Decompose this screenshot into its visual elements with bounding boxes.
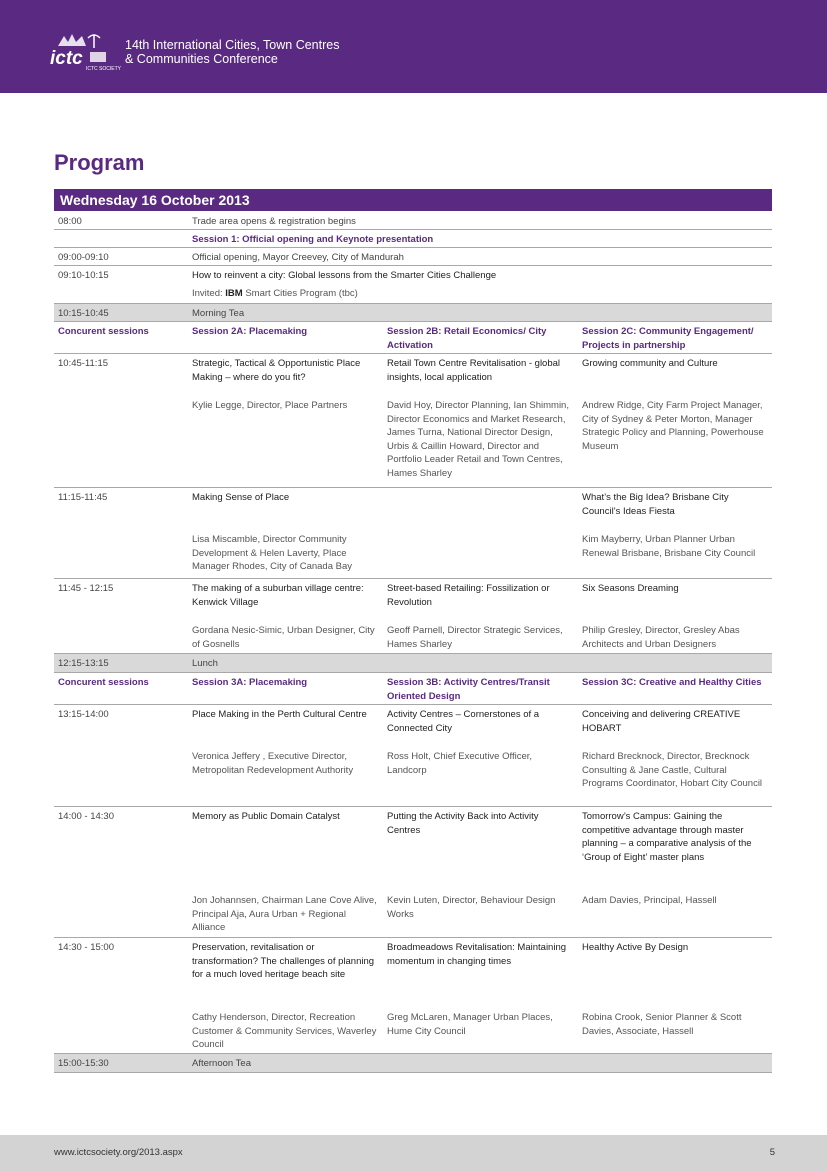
program-table [54, 212, 772, 1073]
table-row [54, 248, 772, 266]
presentation-title: Putting the Activity Back into Activity Centres [387, 811, 539, 836]
presentation-title: Broadmeadows Revitalisation: Maintaining momentum in changing times [387, 942, 567, 967]
session-heading: Session 3A: Placemaking [192, 677, 308, 688]
presentation-title: Strategic, Tactical & Opportunistic Place Making – where do you fit? [192, 358, 361, 383]
time-cell: 13:15-14:00 [58, 709, 109, 720]
table-row [54, 488, 772, 579]
table-row-break [54, 1054, 772, 1073]
page-number: 5 [769, 1147, 775, 1158]
speaker-text: Ross Holt, Chief Executive Officer, Landcorp [387, 751, 533, 776]
break-label: Afternoon Tea [192, 1058, 251, 1069]
table-row [54, 579, 772, 654]
concurrent-sessions-header [54, 322, 772, 354]
speaker-text: David Hoy, Director Planning, Ian Shimmin, Director Economics and Market Research, James Turna, National Director Design, Urbis & Caillin Howard, Director and Portfolio Leader Retail and Town Centres, Hames Sharley [387, 400, 569, 479]
presentation-title: How to reinvent a city: Global lessons from the Smarter Cities Challenge [192, 270, 497, 281]
presentation-title: Six Seasons Dreaming [582, 583, 679, 594]
time-cell: 15:00-15:30 [58, 1058, 109, 1069]
concurrent-label: Concurent sessions [58, 677, 149, 688]
table-row [54, 354, 772, 488]
time-cell: 10:45-11:15 [58, 358, 109, 369]
table-row [54, 705, 772, 807]
time-cell: 11:15-11:45 [58, 492, 108, 503]
table-row [54, 212, 772, 230]
day-heading: Wednesday 16 October 2013 [54, 189, 772, 211]
speaker-text: Geoff Parnell, Director Strategic Services, Hames Sharley [387, 625, 563, 650]
speaker-text: Cathy Henderson, Director, Recreation Customer & Community Services, Waverley Council [192, 1012, 377, 1050]
speaker-text: Andrew Ridge, City Farm Project Manager, City of Sydney & Peter Morton, Manager Strategic Policy and Planning, Powerhouse Museum [582, 400, 764, 452]
concurrent-label: Concurent sessions [58, 326, 149, 337]
session-heading: Session 2B: Retail Economics/ City Activation [387, 326, 547, 351]
table-row [54, 807, 772, 938]
presentation-title: What’s the Big Idea? Brisbane City Council’s Ideas Fiesta [582, 492, 729, 517]
speaker-text: Greg McLaren, Manager Urban Places, Hume City Council [387, 1012, 553, 1037]
speaker-text: Veronica Jeffery , Executive Director, Metropolitan Redevelopment Authority [192, 751, 354, 776]
concurrent-sessions-header [54, 673, 772, 705]
speaker-text: Robina Crook, Senior Planner & Scott Davies, Associate, Hassell [582, 1012, 742, 1037]
speaker-text: Kim Mayberry, Urban Planner Urban Renewal Brisbane, Brisbane City Council [582, 534, 756, 559]
presentation-title: Conceiving and delivering CREATIVE HOBART [582, 709, 741, 734]
table-row [54, 230, 772, 248]
presentation-title: Activity Centres – Cornerstones of a Connected City [387, 709, 540, 734]
presentation-title: Healthy Active By Design [582, 942, 689, 953]
presentation-title: Growing community and Culture [582, 358, 718, 369]
break-label: Morning Tea [192, 308, 245, 319]
page-header [0, 0, 827, 93]
session-heading: Session 2C: Community Engagement/ Projects in partnership [582, 326, 754, 351]
time-cell: 11:45 - 12:15 [58, 583, 114, 594]
session-heading: Session 3B: Activity Centres/Transit Oriented Design [387, 677, 550, 702]
table-row-break [54, 304, 772, 322]
svg-text:ictc: ictc [50, 48, 83, 69]
session-heading: Session 3C: Creative and Healthy Cities [582, 677, 762, 688]
time-cell: 12:15-13:15 [58, 658, 109, 669]
conference-title-line2: & Communities Conference [125, 52, 278, 66]
presentation-title: Place Making in the Perth Cultural Centre [192, 709, 367, 720]
speaker-text: Lisa Miscamble, Director Community Development & Helen Laverty, Place Manager Rhodes, City of Canada Bay [192, 534, 353, 572]
presentation-title: Street-based Retailing: Fossilization or Revolution [387, 583, 550, 608]
table-row [54, 266, 772, 304]
speaker-text: Kevin Luten, Director, Behaviour Design Works [387, 895, 556, 920]
time-cell: 09:00-09:10 [58, 252, 109, 263]
time-cell: 09:10-10:15 [58, 270, 109, 281]
conference-title [125, 38, 339, 66]
speaker-text: Philip Gresley, Director, Gresley Abas Architects and Urban Designers [582, 625, 740, 650]
time-cell: 08:00 [58, 216, 82, 227]
invited-org: IBM [225, 288, 243, 299]
speaker-text: Richard Brecknock, Director, Brecknock Consulting & Jane Castle, Cultural Programs Coordinator, Hobart City Council [582, 751, 763, 789]
speaker-text: Gordana Nesic-Simic, Urban Designer, City of Gosnells [192, 625, 375, 650]
presentation-title: Tomorrow’s Campus: Gaining the competitive advantage through master planning – a comparative analysis of the ‘Group of Eight’ master plans [582, 811, 752, 863]
presentation-title: The making of a suburban village centre: Kenwick Village [192, 583, 364, 608]
item-cell: Official opening, Mayor Creevey, City of Mandurah [192, 252, 404, 263]
page-title: Program [54, 150, 145, 175]
conference-title-line1: 14th International Cities, Town Centres [125, 38, 340, 52]
footer-url[interactable]: www.ictcsociety.org/2013.aspx [54, 1147, 183, 1158]
presentation-title: Preservation, revitalisation or transformation? The challenges of planning for a much loved heritage beach site [192, 942, 375, 980]
time-cell: 14:00 - 14:30 [58, 811, 114, 822]
speaker-text: Kylie Legge, Director, Place Partners [192, 400, 348, 411]
svg-text:ICTC SOCIETY: ICTC SOCIETY [86, 66, 122, 72]
speaker-text: Adam Davies, Principal, Hassell [582, 895, 717, 906]
time-cell: 14:30 - 15:00 [58, 942, 114, 953]
invited-note [192, 287, 762, 301]
presentation-title: Memory as Public Domain Catalyst [192, 811, 340, 822]
session-heading: Session 2A: Placemaking [192, 326, 308, 337]
presentation-title: Making Sense of Place [192, 492, 290, 503]
invited-rest: Smart Cities Program (tbc) [242, 288, 358, 299]
session-heading: Session 1: Official opening and Keynote presentation [192, 234, 434, 245]
ictc-logo [48, 30, 122, 72]
table-row-break [54, 654, 772, 673]
table-row [54, 938, 772, 1054]
time-cell: 10:15-10:45 [58, 308, 109, 319]
page-footer [0, 1135, 827, 1171]
item-cell: Trade area opens & registration begins [192, 216, 356, 227]
presentation-title: Retail Town Centre Revitalisation - global insights, local application [387, 358, 561, 383]
break-label: Lunch [192, 658, 218, 669]
speaker-text: Jon Johannsen, Chairman Lane Cove Alive, Principal Aja, Aura Urban + Regional Alliance [192, 895, 377, 933]
invited-prefix: Invited: [192, 288, 226, 299]
